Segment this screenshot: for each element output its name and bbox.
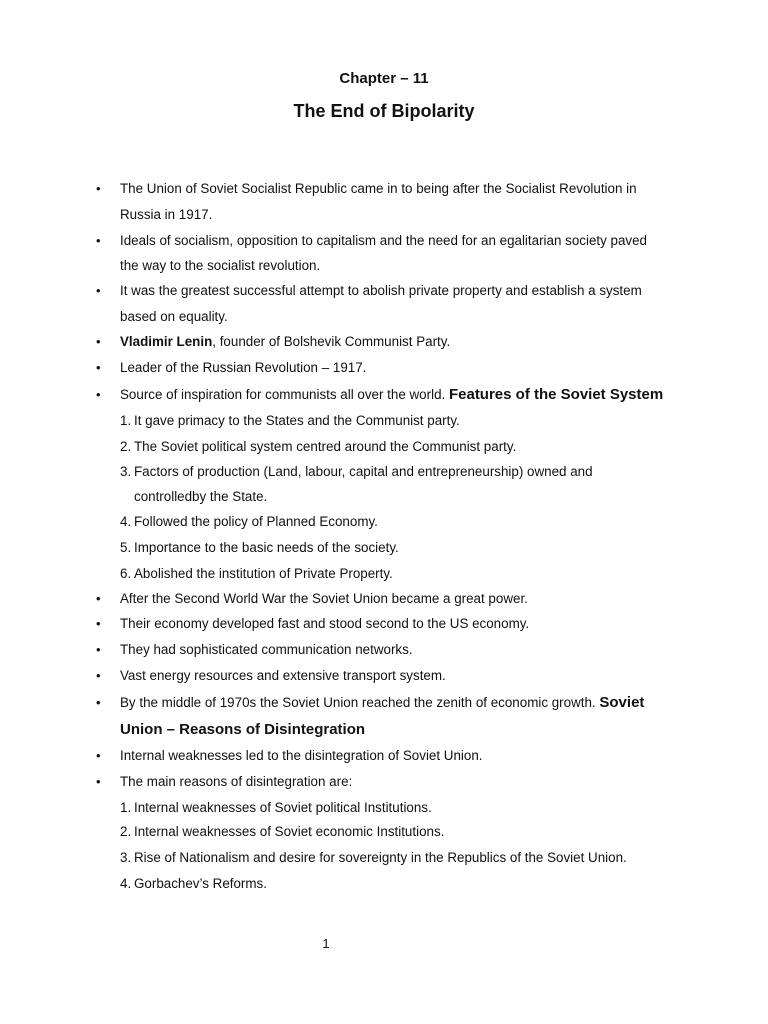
numbered-item-continuation — [0, 487, 768, 507]
item-number: 4. — [120, 514, 132, 529]
list-item — [0, 179, 768, 199]
bullet-icon: • — [96, 748, 101, 763]
list-item — [0, 666, 768, 686]
list-item — [0, 746, 768, 766]
item-text: Internal weaknesses of Soviet economic Institutions. — [134, 824, 445, 839]
list-item-text: Internal weaknesses led to the disintegration of Soviet Union. — [120, 748, 483, 763]
numbered-item — [0, 411, 768, 431]
list-item — [0, 281, 768, 301]
list-item-text: Source of inspiration for communists all over the world. Features of the Soviet System — [120, 386, 664, 403]
numbered-item — [0, 822, 768, 842]
bullet-icon: • — [96, 774, 101, 789]
item-text: Internal weaknesses of Soviet political Institutions. — [134, 800, 432, 815]
list-item — [0, 589, 768, 609]
page-number: 1 — [322, 936, 330, 951]
list-item — [0, 231, 768, 251]
bullet-icon: • — [96, 334, 101, 349]
bullet-icon: • — [96, 642, 101, 657]
list-item-text: the way to the socialist revolution. — [120, 258, 321, 273]
item-number: 4. — [120, 876, 132, 891]
list-item-text: Leader of the Russian Revolution – 1917. — [120, 360, 367, 375]
chapter-label: Chapter – 11 — [339, 70, 429, 87]
bullet-icon: • — [96, 283, 101, 298]
item-text: Factors of production (Land, labour, capital and entrepreneurship) owned and — [134, 464, 593, 479]
item-number: 1. — [120, 413, 132, 428]
person-name: Vladimir Lenin — [120, 334, 213, 349]
item-number: 2. — [120, 824, 132, 839]
numbered-item — [0, 437, 768, 457]
list-item-text: It was the greatest successful attempt to abolish private property and establish a system — [120, 283, 642, 298]
item-number: 1. — [120, 800, 132, 815]
item-number: 3. — [120, 850, 132, 865]
bullet-icon: • — [96, 181, 101, 196]
list-item-text: The Union of Soviet Socialist Republic came in to being after the Socialist Revolution in — [120, 181, 637, 196]
list-item-text: The main reasons of disintegration are: — [120, 774, 353, 789]
item-text: Gorbachev’s Reforms. — [134, 876, 267, 891]
item-text: controlledby the State. — [134, 489, 268, 504]
list-item-text — [120, 332, 450, 352]
bullet-icon: • — [96, 387, 101, 402]
list-item — [0, 614, 768, 634]
numbered-item — [0, 462, 768, 482]
person-description: , founder of Bolshevik Communist Party. — [212, 334, 451, 349]
bullet-icon: • — [96, 616, 101, 631]
bullet-icon: • — [96, 233, 101, 248]
item-number: 5. — [120, 540, 132, 555]
item-text: Followed the policy of Planned Economy. — [134, 514, 378, 529]
section-heading-start: Soviet — [599, 694, 645, 711]
list-item-text: Russia in 1917. — [120, 207, 213, 222]
numbered-item — [0, 564, 768, 584]
list-item — [0, 640, 768, 660]
bullet-icon: • — [96, 591, 101, 606]
numbered-item — [0, 538, 768, 558]
item-number: 2. — [120, 439, 132, 454]
section-heading-continuation — [0, 720, 768, 740]
list-item-text: Ideals of socialism, opposition to capitalism and the need for an egalitarian society paved — [120, 233, 648, 248]
section-heading: Features of the Soviet System — [448, 386, 664, 403]
numbered-item — [0, 798, 768, 818]
list-item-text: They had sophisticated communication networks. — [120, 642, 413, 657]
list-item-text: Their economy developed fast and stood second to the US economy. — [120, 616, 530, 631]
item-text: It gave primacy to the States and the Communist party. — [134, 413, 460, 428]
list-item — [0, 358, 768, 378]
section-heading: Union – Reasons of Disintegration — [120, 721, 366, 738]
bullet-icon: • — [96, 695, 101, 710]
bullet-icon: • — [96, 668, 101, 683]
list-item-continuation — [0, 307, 768, 327]
item-text: Rise of Nationalism and desire for sovereignty in the Republics of the Soviet Union. — [134, 850, 627, 865]
list-item — [0, 772, 768, 792]
list-item — [0, 693, 768, 713]
list-item-text: based on equality. — [120, 309, 228, 324]
bullet-icon: • — [96, 360, 101, 375]
list-item-continuation — [0, 256, 768, 276]
list-item-text: Vast energy resources and extensive transport system. — [120, 668, 446, 683]
list-item — [0, 332, 768, 352]
page-title: The End of Bipolarity — [293, 101, 475, 121]
numbered-item — [0, 848, 768, 868]
list-item-text: By the middle of 1970s the Soviet Union reached the zenith of economic growth. Soviet — [120, 694, 645, 711]
item-text: Abolished the institution of Private Property. — [134, 566, 393, 581]
list-item-text: After the Second World War the Soviet Union became a great power. — [120, 591, 528, 606]
list-item — [0, 385, 768, 405]
numbered-item — [0, 512, 768, 532]
item-number: 6. — [120, 566, 132, 581]
list-item-continuation — [0, 205, 768, 225]
item-text: The Soviet political system centred around the Communist party. — [134, 439, 517, 454]
item-number: 3. — [120, 464, 132, 479]
item-text: Importance to the basic needs of the society. — [134, 540, 399, 555]
numbered-item — [0, 874, 768, 894]
